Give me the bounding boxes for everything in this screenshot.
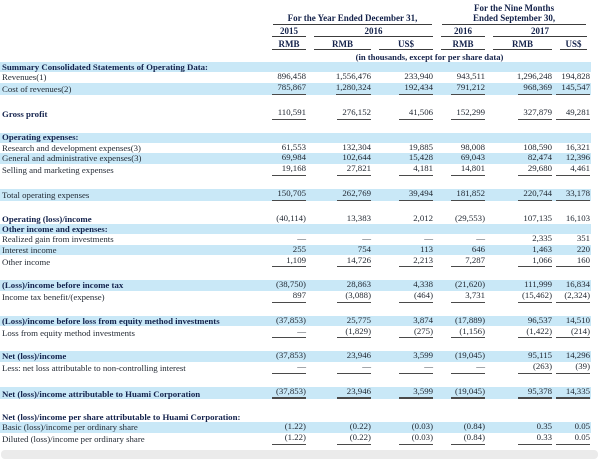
value-cell: 95,115 xyxy=(528,350,553,360)
value-cell: 39,494 xyxy=(375,189,437,201)
row-label: Interest income xyxy=(2,244,57,255)
value-cell: 220,744 xyxy=(489,189,556,201)
value-cell: — xyxy=(362,233,371,243)
header-currency-row xyxy=(0,37,591,50)
value-cell: 152,299 xyxy=(437,108,489,120)
spacer-row xyxy=(0,399,591,412)
value-cell: 0.05 xyxy=(574,421,591,431)
value-cell: 160 xyxy=(556,255,591,267)
table-row xyxy=(0,164,591,176)
spacer-row xyxy=(0,176,591,189)
label-column-header xyxy=(0,2,268,25)
value-cell: 968,369 xyxy=(489,83,556,95)
value-cell: 1,296,248 xyxy=(516,71,553,81)
row-label: Other income xyxy=(2,256,51,267)
value-cell: (263) xyxy=(489,362,556,374)
value-cell: 1,556,476 xyxy=(335,71,371,81)
table-row xyxy=(0,83,591,95)
value-cell: 2,335 xyxy=(532,233,553,243)
value-cell: (17,889) xyxy=(454,314,486,325)
year-2016-nine-months-header: 2016 xyxy=(437,25,489,37)
table-row xyxy=(0,234,591,245)
row-label: Loss from equity method investments xyxy=(2,327,135,338)
value-cell: 181,852 xyxy=(437,189,489,201)
value-cell: 3,599 xyxy=(413,350,434,360)
value-cell: 82,474 xyxy=(527,152,553,162)
currency-header-2: RMB xyxy=(310,37,375,50)
value-cell: 194,828 xyxy=(561,71,591,81)
row-label: General and administrative expenses(3) xyxy=(2,153,142,163)
value-cell: (38,750) xyxy=(275,279,306,289)
row-label: Total operating expenses xyxy=(2,190,90,200)
currency-header-6: US$ xyxy=(556,37,591,50)
row-label: (Loss)/income before income tax xyxy=(2,280,124,290)
value-cell: 41,506 xyxy=(375,108,437,120)
table-row xyxy=(0,316,591,327)
header-units-row xyxy=(0,50,591,62)
value-cell: (39) xyxy=(556,362,591,374)
value-cell: 28,863 xyxy=(346,279,371,289)
header-group-row xyxy=(0,2,591,25)
currency-header-3: US$ xyxy=(375,37,437,50)
value-cell: 4,461 xyxy=(556,164,591,176)
value-cell: 113 xyxy=(420,243,434,254)
value-cell: 19,168 xyxy=(268,164,310,176)
value-cell: 14,510 xyxy=(565,314,591,325)
year-2016-header: 2016 xyxy=(310,25,437,37)
value-cell: (1.22) xyxy=(268,433,310,445)
year-group-header xyxy=(268,2,437,25)
operating-data-table xyxy=(0,2,591,445)
table-header xyxy=(0,2,591,62)
value-cell: 69,984 xyxy=(281,152,306,162)
value-cell: 754 xyxy=(357,243,371,254)
row-label: Summary Consolidated Statements of Operating Data: xyxy=(2,62,208,72)
value-cell: (0.84) xyxy=(463,421,486,431)
row-label: Net (loss)/income per share attributable to Huami Corporation: xyxy=(2,412,241,422)
table-row xyxy=(0,108,591,120)
value-cell: 14,335 xyxy=(556,387,591,400)
value-cell: (37,853) xyxy=(275,350,306,360)
table-row xyxy=(0,362,591,374)
value-cell: (0.22) xyxy=(310,433,375,445)
table-row xyxy=(0,153,591,164)
spacer-row xyxy=(0,120,591,133)
table-row xyxy=(0,224,591,234)
header-year-row xyxy=(0,25,591,37)
value-cell: (3,088) xyxy=(310,291,375,303)
table-row xyxy=(0,280,591,291)
value-cell: 0.05 xyxy=(556,433,591,445)
value-cell: 255 xyxy=(292,243,306,254)
row-label: Diluted (loss)/income per ordinary share xyxy=(2,434,145,444)
value-cell: 19,885 xyxy=(408,141,434,152)
value-cell: — xyxy=(437,362,489,374)
value-cell: 7,287 xyxy=(437,255,489,267)
value-cell: 150,705 xyxy=(268,189,310,201)
value-cell: 1,463 xyxy=(532,243,553,254)
value-cell: (19,045) xyxy=(437,387,489,400)
value-cell: — xyxy=(297,233,306,243)
value-cell: 16,103 xyxy=(565,212,591,223)
value-cell: 0.35 xyxy=(536,421,553,431)
row-label: Operating (loss)/income xyxy=(2,213,92,224)
value-cell: 791,212 xyxy=(437,83,489,95)
value-cell: 108,590 xyxy=(523,141,553,152)
value-cell: (37,853) xyxy=(275,314,306,325)
value-cell: — xyxy=(424,233,434,243)
row-label: Less: net loss attributable to non-controlling interest xyxy=(2,363,186,373)
value-cell: 896,458 xyxy=(277,71,306,81)
value-cell: 897 xyxy=(268,291,310,303)
table-row xyxy=(0,387,591,400)
table-row xyxy=(0,326,591,338)
value-cell: 27,821 xyxy=(310,164,375,176)
table-row xyxy=(0,291,591,303)
value-cell: (29,553) xyxy=(454,212,486,223)
row-label: Cost of revenues(2) xyxy=(2,84,72,94)
value-cell: 98,008 xyxy=(460,141,486,152)
row-label: Selling and marketing expenses xyxy=(2,165,114,175)
table-row xyxy=(0,189,591,201)
value-cell: (1,422) xyxy=(489,326,556,338)
value-cell: 262,769 xyxy=(310,189,375,201)
table-row xyxy=(0,214,591,225)
value-cell: 192,434 xyxy=(375,83,437,95)
value-cell: (214) xyxy=(556,326,591,338)
value-cell: (21,620) xyxy=(454,279,486,289)
currency-header-5: RMB xyxy=(489,37,556,50)
value-cell: 61,553 xyxy=(281,141,306,152)
value-cell: 29,680 xyxy=(489,164,556,176)
value-cell: 15,428 xyxy=(408,152,434,162)
currency-header-4: RMB xyxy=(437,37,489,50)
value-cell: 4,181 xyxy=(375,164,437,176)
table-row xyxy=(0,422,591,433)
row-label: Basic (loss)/income per ordinary share xyxy=(2,422,138,432)
value-cell: 14,726 xyxy=(310,255,375,267)
value-cell: — xyxy=(310,362,375,374)
value-cell: 3,599 xyxy=(375,387,437,400)
value-cell: 49,281 xyxy=(556,108,591,120)
value-cell: — xyxy=(268,326,310,338)
value-cell: 2,012 xyxy=(413,212,434,223)
value-cell: (1,829) xyxy=(310,326,375,338)
row-label: Net (loss)/income attributable to Huami Corporation xyxy=(2,388,201,399)
value-cell: 1,280,324 xyxy=(310,83,375,95)
currency-header-1: RMB xyxy=(268,37,310,50)
spacer-row xyxy=(0,303,591,316)
table-row xyxy=(0,133,591,143)
value-cell: — xyxy=(268,362,310,374)
value-cell: 1,109 xyxy=(268,255,310,267)
value-cell: — xyxy=(375,362,437,374)
value-cell: (275) xyxy=(375,326,437,338)
row-label: Operating expenses: xyxy=(2,132,79,142)
value-cell: 145,547 xyxy=(556,83,591,95)
value-cell: (0.22) xyxy=(349,421,371,431)
value-cell: 96,537 xyxy=(527,314,553,325)
value-cell: 4,338 xyxy=(413,279,434,289)
spacer-row xyxy=(0,95,591,108)
value-cell: 33,178 xyxy=(556,189,591,201)
value-cell: 16,834 xyxy=(565,279,591,289)
value-cell: 3,874 xyxy=(413,314,434,325)
row-label: (Loss)/income before loss from equity method investments xyxy=(2,315,220,326)
value-cell: 107,135 xyxy=(523,212,553,223)
value-cell: 14,801 xyxy=(437,164,489,176)
year-2017-header: 2017 xyxy=(489,25,591,37)
value-cell: 646 xyxy=(471,243,486,254)
units-note: (in thousands, except for per share data) xyxy=(355,52,504,62)
horizontal-scrollbar-track[interactable] xyxy=(1,450,598,459)
value-cell: 23,946 xyxy=(310,387,375,400)
value-cell: 13,383 xyxy=(346,212,371,223)
value-cell: 785,867 xyxy=(268,83,310,95)
value-cell: (0.03) xyxy=(411,421,434,431)
value-cell: (40,114) xyxy=(276,212,306,223)
value-cell: 23,946 xyxy=(346,350,371,360)
value-cell: (19,045) xyxy=(454,350,486,360)
value-cell: 0.33 xyxy=(489,433,556,445)
row-label: Other income and expenses: xyxy=(2,224,108,234)
value-cell: (0.84) xyxy=(437,433,489,445)
value-cell: 2,213 xyxy=(375,255,437,267)
value-cell: 69,043 xyxy=(460,152,486,162)
value-cell: 327,879 xyxy=(489,108,556,120)
value-cell: 351 xyxy=(576,233,591,243)
nine-months-title-line1: For the Nine Months xyxy=(473,3,555,13)
value-cell: 95,378 xyxy=(489,387,556,400)
value-cell: (464) xyxy=(375,291,437,303)
table-body xyxy=(0,62,591,445)
value-cell: (2,324) xyxy=(556,291,591,303)
value-cell: (1,156) xyxy=(437,326,489,338)
value-cell: 102,644 xyxy=(342,152,371,162)
value-cell: 111,999 xyxy=(524,279,553,289)
value-cell: — xyxy=(476,233,486,243)
row-label: Net (loss)/income xyxy=(2,351,67,361)
value-cell: (15,462) xyxy=(489,291,556,303)
value-cell: 276,152 xyxy=(310,108,375,120)
table-row xyxy=(0,433,591,445)
value-cell: 14,296 xyxy=(565,350,591,360)
year-group-title: For the Year Ended December 31, xyxy=(287,13,418,23)
table-row xyxy=(0,245,591,256)
spacer-row xyxy=(0,374,591,387)
value-cell: 233,940 xyxy=(404,71,434,81)
value-cell: 25,775 xyxy=(346,314,371,325)
value-cell: 3,731 xyxy=(437,291,489,303)
year-2015-header: 2015 xyxy=(268,25,310,37)
spacer-row xyxy=(0,201,591,214)
row-label: Research and development expenses(3) xyxy=(2,142,141,153)
value-cell: 12,396 xyxy=(565,152,591,162)
table-row xyxy=(0,351,591,362)
nine-months-group-header xyxy=(437,2,591,25)
value-cell: (37,853) xyxy=(268,387,310,400)
nine-months-title-line2: Ended September 30, xyxy=(472,13,556,23)
table-row xyxy=(0,72,591,83)
value-cell: (1.22) xyxy=(284,421,306,431)
row-label: Realized gain from investments xyxy=(2,234,114,244)
row-label: Revenues(1) xyxy=(2,72,47,82)
row-label: Gross profit xyxy=(2,109,48,119)
value-cell: (0.03) xyxy=(375,433,437,445)
value-cell: 132,304 xyxy=(342,141,371,152)
value-cell: 220 xyxy=(576,243,591,254)
value-cell: 16,321 xyxy=(565,141,591,152)
row-label: Income tax benefit/(expense) xyxy=(2,292,105,302)
table-row xyxy=(0,255,591,267)
value-cell: 1,066 xyxy=(489,255,556,267)
value-cell: 110,591 xyxy=(268,108,310,120)
value-cell: 943,511 xyxy=(456,71,486,81)
